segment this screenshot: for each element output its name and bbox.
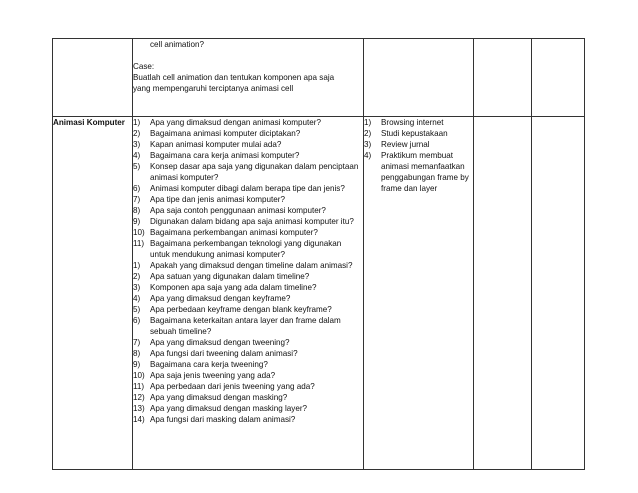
question-item [133, 117, 363, 128]
item-number: 2) [133, 129, 141, 138]
item-line: Apa yang dimaksud dengan animasi komputer? [150, 118, 321, 127]
question-item [133, 293, 363, 304]
item-line: Digunakan dalam bidang apa saja animasi komputer itu? [150, 217, 354, 226]
question-item [133, 392, 363, 403]
activity-item [364, 117, 473, 128]
table-row [53, 39, 585, 117]
item-text [150, 359, 363, 370]
item-text [381, 117, 473, 128]
question-item [133, 359, 363, 370]
item-text [150, 282, 363, 293]
item-number: 3) [133, 283, 141, 292]
item-text [150, 117, 363, 128]
question-item [133, 403, 363, 414]
item-text [150, 348, 363, 359]
item-text [150, 150, 363, 161]
question-item [133, 227, 363, 238]
question-item [133, 315, 363, 337]
activity-item [364, 128, 473, 139]
item-text [150, 260, 363, 271]
question-item [133, 216, 363, 227]
item-text [150, 227, 363, 238]
item-line: Apa perbedaan keyframe dengan blank keyframe? [150, 305, 332, 314]
question-item [133, 128, 363, 139]
item-number: 4) [133, 151, 141, 160]
item-line: Bagaimana animasi komputer diciptakan? [150, 129, 301, 138]
question-item [133, 194, 363, 205]
table-cell-empty [364, 39, 474, 117]
item-line: Apa saja contoh penggunaan animasi komputer? [150, 206, 326, 215]
item-line: Apa satuan yang digunakan dalam timeline? [150, 272, 310, 281]
item-line: animasi komputer? [150, 173, 219, 182]
question-item [133, 381, 363, 392]
item-line: frame dan layer [381, 184, 438, 193]
question-item [133, 150, 363, 161]
item-number: 6) [133, 316, 141, 325]
item-text [381, 139, 473, 150]
item-text [150, 315, 363, 337]
item-text [150, 403, 363, 414]
item-line: Apa perbedaan dari jenis tweening yang ada? [150, 382, 315, 391]
item-text [150, 194, 363, 205]
item-number: 1) [133, 118, 141, 127]
topic-label: Animasi Komputer [53, 118, 125, 127]
item-text [150, 183, 363, 194]
item-number: 11) [133, 382, 145, 391]
item-number: 8) [133, 349, 141, 358]
item-line: Apa saja jenis tweening yang ada? [150, 371, 276, 380]
item-line: Bagaimana perkembangan animasi komputer? [150, 228, 318, 237]
question-item [133, 161, 363, 183]
item-line: Apa yang dimaksud dengan masking? [150, 393, 288, 402]
table-cell-empty [53, 39, 133, 117]
item-text [150, 161, 363, 183]
case-line: Buatlah cell animation dan tentukan komponen apa saja [133, 73, 335, 82]
item-number: 3) [364, 140, 372, 149]
question-item [133, 348, 363, 359]
item-number: 10) [133, 371, 145, 380]
item-text [150, 381, 363, 392]
item-text [150, 238, 363, 260]
activities-cell [364, 117, 474, 470]
item-line: Bagaimana keterkaitan antara layer dan frame dalam [150, 316, 341, 325]
item-line: Review jurnal [381, 140, 430, 149]
item-line: animasi memanfaatkan [381, 162, 465, 171]
questions-list [133, 117, 363, 425]
item-line: Kapan animasi komputer mulai ada? [150, 140, 282, 149]
item-text [150, 337, 363, 348]
question-item [133, 271, 363, 282]
item-number: 8) [133, 206, 141, 215]
question-item [133, 337, 363, 348]
question-item [133, 414, 363, 425]
item-line: Bagaimana cara kerja tweening? [150, 360, 268, 369]
item-line: Apa yang dimaksud dengan masking layer? [150, 404, 308, 413]
question-item [133, 205, 363, 216]
item-number: 2) [364, 129, 372, 138]
item-text [150, 392, 363, 403]
item-number: 4) [133, 294, 141, 303]
item-line: Apakah yang dimaksud dengan timeline dalam animasi? [150, 261, 353, 270]
item-line: Bagaimana cara kerja animasi komputer? [150, 151, 300, 160]
item-line: Apa tipe dan jenis animasi komputer? [150, 195, 285, 204]
item-text [381, 150, 473, 194]
item-line: sebuah timeline? [150, 327, 212, 336]
item-line: Animasi komputer dibagi dalam berapa tipe dan jenis? [150, 184, 345, 193]
table-cell-empty [532, 117, 585, 470]
table-cell-empty [474, 39, 532, 117]
item-line: Komponen apa saja yang ada dalam timeline? [150, 283, 317, 292]
item-number: 1) [364, 118, 372, 127]
activity-item [364, 150, 473, 194]
item-text [150, 304, 363, 315]
item-text [150, 271, 363, 282]
activities-list [364, 117, 473, 194]
question-item [133, 238, 363, 260]
item-number: 6) [133, 184, 141, 193]
item-text [150, 128, 363, 139]
item-number: 10) [133, 228, 145, 237]
document-table [52, 38, 585, 470]
item-text [150, 205, 363, 216]
item-line: Apa yang dimaksud dengan tweening? [150, 338, 290, 347]
questions-cell [133, 117, 364, 470]
question-item [133, 139, 363, 150]
table-cell-empty [532, 39, 585, 117]
case-label: Case: [133, 62, 155, 71]
item-number: 9) [133, 360, 141, 369]
continued-line: cell animation? [150, 40, 204, 49]
item-number: 9) [133, 217, 141, 226]
item-number: 4) [364, 151, 372, 160]
table-cell-empty [474, 117, 532, 470]
item-number: 13) [133, 404, 145, 413]
item-number: 5) [133, 305, 141, 314]
item-line: Apa fungsi dari masking dalam animasi? [150, 415, 296, 424]
item-line: Apa fungsi dari tweening dalam animasi? [150, 349, 298, 358]
item-line: Apa yang dimaksud dengan keyframe? [150, 294, 291, 303]
item-text [150, 216, 363, 227]
item-line: Studi kepustakaan [381, 129, 448, 138]
topic-cell [53, 117, 133, 470]
item-line: penggabungan frame by [381, 173, 469, 182]
question-item [133, 260, 363, 271]
case-cell [133, 39, 364, 117]
question-item [133, 304, 363, 315]
item-number: 7) [133, 338, 141, 347]
item-line: Praktikum membuat [381, 151, 453, 160]
item-text [150, 370, 363, 381]
item-number: 7) [133, 195, 141, 204]
item-number: 14) [133, 415, 145, 424]
item-text [150, 139, 363, 150]
item-number: 11) [133, 239, 145, 248]
question-item [133, 183, 363, 194]
item-number: 1) [133, 261, 141, 270]
table-row [53, 117, 585, 470]
item-number: 12) [133, 393, 145, 402]
item-number: 5) [133, 162, 141, 171]
question-item [133, 370, 363, 381]
item-number: 2) [133, 272, 141, 281]
item-text [150, 293, 363, 304]
item-line: Konsep dasar apa saja yang digunakan dalam penciptaan [150, 162, 359, 171]
case-line: yang mempengaruhi terciptanya animasi cell [133, 84, 294, 93]
item-line: untuk mendukung animasi komputer? [150, 250, 285, 259]
item-line: Browsing internet [381, 118, 444, 127]
activity-item [364, 139, 473, 150]
question-item [133, 282, 363, 293]
item-text [381, 128, 473, 139]
item-line: Bagaimana perkembangan teknologi yang digunakan [150, 239, 342, 248]
item-text [150, 414, 363, 425]
item-number: 3) [133, 140, 141, 149]
